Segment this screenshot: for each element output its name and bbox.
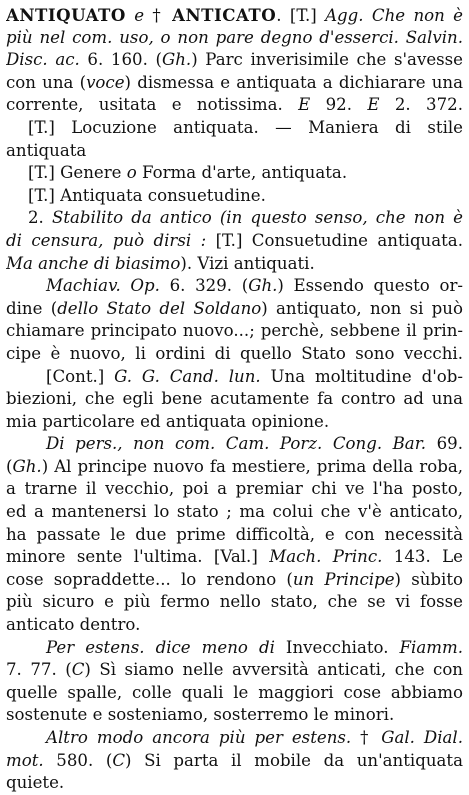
italic-text: Mach. Princ. [269,547,383,567]
text-run: 6. 329. ( [159,276,249,296]
text-run: cipe è nuovo, li ordini di quello Stato sono vecchi. [6,343,463,363]
text-run: ) Parc inverisimile che s'avesse [191,50,463,70]
italic-text: un Principe [292,569,395,589]
text-run: Invecchiato. [274,637,400,657]
italic-text: e [134,6,145,25]
text-run: . [T.] [276,6,326,25]
italic-text: Gh. [161,50,192,70]
entry-line [6,140,463,163]
entry-line [6,230,463,253]
entry-line [6,72,463,95]
italic-text: Di pers., non com. Cam. Porz. Cong. Bar. [46,434,427,454]
text-run: 2. 372. [379,95,463,115]
dictionary-entry-antiquato [6,4,463,795]
text-run: 7. 77. ( [6,660,72,680]
entry-line [6,637,463,660]
text-run: chiamare principato nuovo...; perchè, sebbene il prin- [6,321,463,341]
entry-line [6,185,463,208]
text-run: sostenute e sosteniamo, sosterremo le minori. [6,705,395,725]
italic-text: Machiav. Op. [46,276,160,296]
text-run: corrente, usitata e notissima. [6,95,299,115]
entry-line [6,27,463,50]
italic-text: di censura, può dirsi : [6,230,207,250]
italic-text: C [71,660,85,680]
text-run: 2. [28,208,52,228]
entry-line [6,298,463,321]
entry-line [6,750,463,773]
italic-text: Altro modo ancora più per estens. [46,728,352,747]
text-run: minore sente l'ultima. [Val.] [6,547,270,567]
entry-line [6,253,463,276]
entry-line [6,388,463,411]
text-run: ). Vizi antiquati. [180,253,315,273]
entry-line [6,366,463,389]
italic-text: Gh. [12,456,42,476]
text-run: quelle spalle, colle quali le maggiori cose abbiamo [6,682,463,702]
entry-line [6,343,463,366]
text-run: [Cont.] [46,366,115,386]
text-run: ) Sì siamo nelle avversità anticati, che con [84,660,463,680]
text-run: quiete. [6,773,65,793]
italic-text: Stabilito da antico (in questo senso, che non è [51,208,463,228]
entry-line [6,524,463,547]
text-run: anticato dentro. [6,615,141,635]
entry-line [6,433,463,456]
text-run: [T.] Consuetudine antiquata. [206,230,463,250]
entry-line [6,162,463,185]
italic-text: Gh. [248,276,278,296]
entry-line [6,501,463,524]
text-run: ) Al principe nuovo fa mestiere, prima della roba, [41,456,463,476]
text-run: † [144,6,173,25]
entry-line [6,320,463,343]
text-run: ha passate le due prime difficoltà, e con necessità [6,524,463,544]
entry-line [6,704,463,727]
entry-line [6,569,463,592]
text-run: † [351,728,382,747]
entry-line [6,4,463,27]
text-run: dine ( [6,298,58,318]
entry-line [6,546,463,569]
text-run [126,6,134,25]
text-run: ) Essendo questo or- [277,276,463,296]
italic-text: voce [86,72,125,92]
italic-text: Per estens. dice meno di [46,637,275,657]
italic-text: E [367,95,380,115]
italic-text: Gal. Dial. [381,728,463,747]
text-run: antiquata [6,140,87,160]
entry-line [6,117,463,140]
text-run: [T.] Genere [28,163,127,183]
entry-line [6,94,463,117]
text-run: 580. ( [43,750,113,770]
text-run: 143. Le [382,547,463,567]
text-run: 92. [310,95,368,115]
text-run: ) dismessa e antiquata a dichiarare una [124,72,463,92]
entry-line [6,478,463,501]
text-run: 69. [426,434,463,454]
entry-line [6,207,463,230]
entry-line [6,49,463,72]
italic-text: o [126,163,137,183]
text-run: Una moltitudine d'ob- [260,366,463,386]
entry-line [6,275,463,298]
text-run: biezioni, che egli bene acutamente fa contro ad una [6,389,463,409]
italic-text: Disc. ac. [6,50,80,70]
entry-line [6,614,463,637]
text-run: 6. 160. ( [79,50,162,70]
italic-text: C [112,750,126,770]
text-run: [T.] Locuzione antiquata. — Maniera di stile [28,117,463,137]
entry-line [6,772,463,795]
entry-line [6,411,463,434]
text-run: ( [6,456,13,476]
italic-text: E [298,95,311,115]
text-run: [T.] Antiquata consuetudine. [28,185,266,205]
italic-text: G. G. Cand. lun. [114,366,261,386]
italic-text: Agg. Che non è [325,6,463,25]
text-run: con una ( [6,72,87,92]
italic-text: Ma anche di biasimo [6,253,181,273]
text-run: ) antiquato, non si può [261,298,463,318]
entry-line [6,591,463,614]
text-run: ) sùbito [394,569,463,589]
headword: ANTICATO [172,5,277,25]
entry-line [6,682,463,705]
italic-text: più nel com. uso, o non pare degno d'esserci. Salvin. [6,27,463,47]
italic-text: mot. [6,750,44,770]
text-run: a trarne il vecchio, poi a premiar chi ve l'ha posto, [6,479,463,499]
text-run: ) Si parta il mobile da un'antiquata [125,750,463,770]
entry-line [6,727,463,750]
text-run: cose sopraddette... lo rendono ( [6,569,293,589]
headword: ANTIQUATO [6,5,126,25]
text-run: più sicuro e più fermo nello stato, che se vi fosse [6,592,463,612]
italic-text: Fiamm. [399,637,463,657]
italic-text: dello Stato del Soldano [57,298,262,318]
entry-line [6,456,463,479]
text-run: Forma d'arte, antiquata. [136,163,348,183]
text-run: ed a mantenersi lo stato ; ma colui che v'è anticato, [6,502,463,522]
text-run: mia particolare ed antiquata opinione. [6,411,330,431]
entry-line [6,659,463,682]
